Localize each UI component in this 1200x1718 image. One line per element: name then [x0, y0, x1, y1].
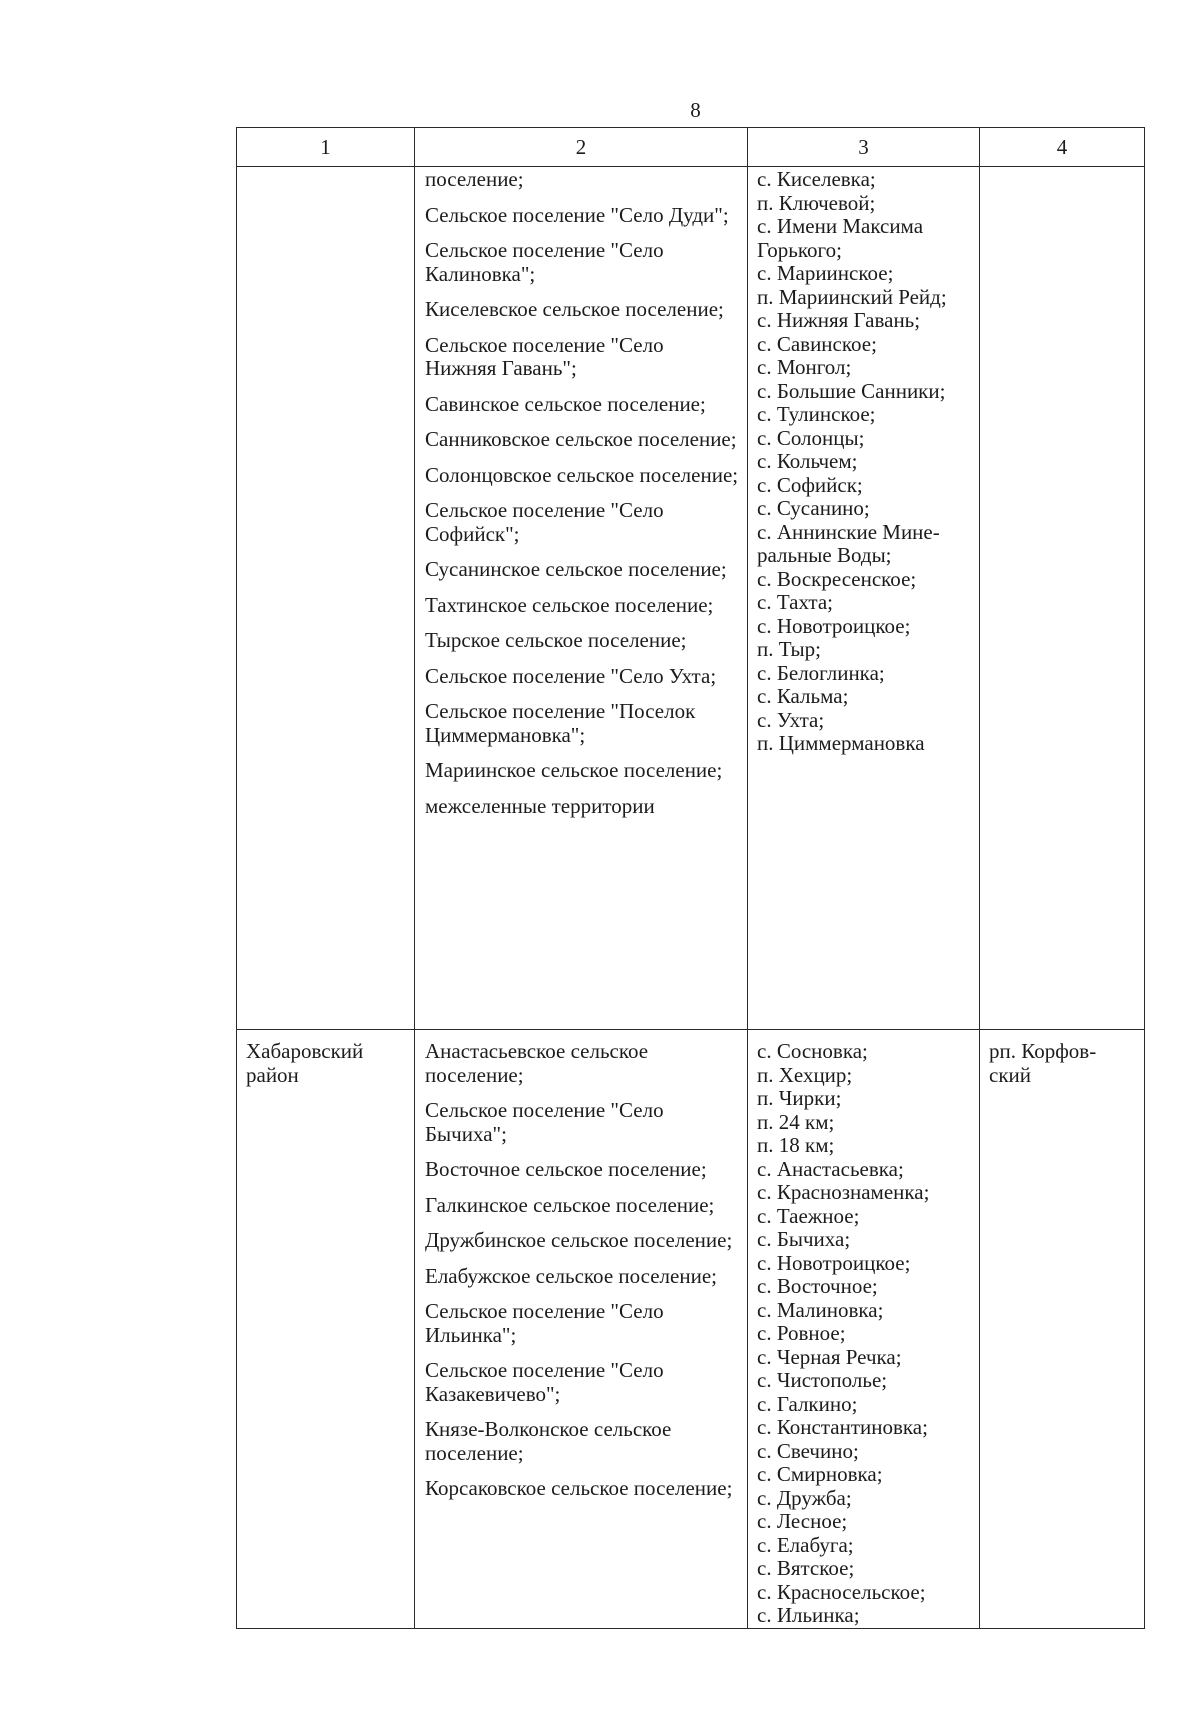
locality-item: с. Свечино; [757, 1438, 859, 1463]
settlement-entry: Анастасьевское сельское поселение; [425, 1039, 649, 1087]
settlement-entry: Мариинское сельское поселение; [425, 758, 723, 782]
locality-item: с. Воскресенское; [757, 566, 917, 591]
locality-item: с. Ухта; [757, 707, 825, 732]
settlement-entry: Савинское сельское поселение; [425, 391, 706, 416]
locality-item: п. 18 км; [757, 1133, 835, 1157]
locality-item: с. Солонцы; [757, 425, 865, 450]
locality-item: с. Монгол; [757, 355, 852, 379]
settlement-entry: Сельское поселение "Село Ухта; [425, 663, 717, 688]
column-header-2: 2 [415, 128, 748, 167]
locality-item: с. Вятское; [757, 1556, 855, 1580]
locality-item: с. Нижняя Гавань; [757, 308, 921, 332]
settlement-entry: Киселевское сельское поселение; [425, 297, 724, 321]
settlement-entry: межселенные территории [425, 793, 655, 818]
settlement-entry: Князе-Волконское сельское поселение; [425, 1417, 672, 1465]
locality-item: с. Дружба; [757, 1485, 852, 1510]
locality-item: с. Мариинское; [757, 261, 894, 285]
settlement-entry: Дружбинское сельское поселение; [425, 1228, 733, 1252]
locality-item: с. Имени Максима Горького; [757, 214, 924, 262]
settlement-entry: Тырское сельское поселение; [425, 628, 687, 652]
page-number: 8 [690, 98, 701, 122]
locality-item: п. Циммермановка [757, 731, 925, 755]
locality-item: с. Елабуга; [757, 1532, 854, 1557]
locality-item: с. Кольчем; [757, 449, 858, 473]
locality-item: с. Восточное; [757, 1274, 878, 1298]
locality-item: с. Ровное; [757, 1321, 846, 1345]
locality-item: с. Тулинское; [757, 402, 876, 426]
administrative-center [980, 167, 1144, 177]
localities-cell [748, 1030, 980, 1629]
locality-item: с. Краснознаменка; [757, 1180, 930, 1204]
settlement-entry: Сельское поселение "Поселок Циммермановка"; [425, 699, 696, 747]
settlement-entry: Солонцовское сельское поселение; [425, 462, 739, 487]
locality-item: с. Лесное; [757, 1509, 848, 1533]
center-cell [980, 1030, 1145, 1629]
settlement-entry: Сельское поселение "Село Ильинка"; [425, 1299, 664, 1347]
locality-item: с. Ильинка; [757, 1603, 860, 1627]
locality-item: п. Ключевой; [757, 190, 876, 215]
settlement-entry: Сельское поселение "Село Казакевичево"; [425, 1358, 664, 1406]
district-name [237, 167, 414, 177]
column-header-1: 1 [237, 128, 415, 167]
locality-item: с. Большие Санники; [757, 378, 946, 403]
column-header-4: 4 [980, 128, 1145, 167]
settlement-entry: Восточное сельское поселение; [425, 1157, 707, 1181]
locality-item: с. Софийск; [757, 472, 863, 497]
settlement-entry: Сельское поселение "Село Софийск"; [425, 498, 664, 546]
locality-item: с. Таежное; [757, 1203, 860, 1228]
settlement-entry: Сусанинское сельское поселение; [425, 557, 727, 581]
settlements-cell [415, 1030, 748, 1629]
settlement-entry: Сельское поселение "Село Калиновка"; [425, 238, 664, 286]
settlement-entry: Сельское поселение "Село Бычиха"; [425, 1098, 664, 1146]
locality-item: п. Тыр; [757, 637, 821, 661]
locality-item: п. 24 км; [757, 1109, 835, 1134]
locality-item: п. Мариинский Рейд; [757, 284, 947, 309]
settlement-entry: поселение; [425, 167, 524, 191]
district-cell [237, 1030, 415, 1629]
locality-item: с. Новотроицкое; [757, 613, 911, 638]
settlement-entry: Сельское поселение "Село Дуди"; [425, 202, 729, 227]
locality-item: с. Киселевка; [757, 167, 876, 191]
table-row [237, 1030, 1145, 1629]
settlements-table [236, 127, 1145, 1629]
district-cell [237, 167, 415, 1030]
locality-item: с. Тахта; [757, 590, 834, 614]
locality-item: с. Аннинские Мине-ральные Воды; [757, 519, 940, 567]
locality-item: с. Красносельское; [757, 1579, 926, 1604]
locality-item: п. Хехцир; [757, 1062, 853, 1087]
locality-item: с. Константиновка; [757, 1415, 928, 1439]
settlement-entry: Санниковское сельское поселение; [425, 427, 737, 451]
locality-item: с. Малиновка; [757, 1297, 884, 1322]
column-header-3: 3 [748, 128, 980, 167]
locality-item: п. Чирки; [757, 1086, 842, 1110]
settlement-entry: Елабужское сельское поселение; [425, 1263, 717, 1288]
locality-item: с. Сосновка; [757, 1039, 868, 1063]
locality-item: с. Белоглинка; [757, 660, 885, 685]
locality-item: с. Смирновка; [757, 1462, 883, 1486]
table-row [237, 167, 1145, 1030]
administrative-center: рп. Корфов-ский [989, 1039, 1097, 1087]
settlement-entry: Корсаковское сельское поселение; [425, 1476, 733, 1500]
settlement-entry: Сельское поселение "Село Нижняя Гавань"; [425, 332, 664, 380]
locality-item: с. Анастасьевка; [757, 1156, 904, 1181]
settlement-entry: Галкинское сельское поселение; [425, 1192, 715, 1217]
localities-cell [748, 167, 980, 1030]
settlements-cell [415, 167, 748, 1030]
locality-item: с. Галкино; [757, 1391, 858, 1416]
locality-item: с. Черная Речка; [757, 1344, 902, 1369]
locality-item: с. Чистополье; [757, 1368, 888, 1392]
locality-item: с. Новотроицкое; [757, 1250, 911, 1275]
locality-item: с. Савинское; [757, 331, 877, 356]
locality-item: с. Кальма; [757, 684, 849, 708]
center-cell [980, 167, 1145, 1030]
locality-item: с. Сусанино; [757, 496, 870, 520]
district-name: Хабаровский район [246, 1039, 364, 1087]
settlement-entry: Тахтинское сельское поселение; [425, 592, 714, 617]
table-header-row [237, 128, 1145, 167]
locality-item: с. Бычиха; [757, 1227, 851, 1251]
